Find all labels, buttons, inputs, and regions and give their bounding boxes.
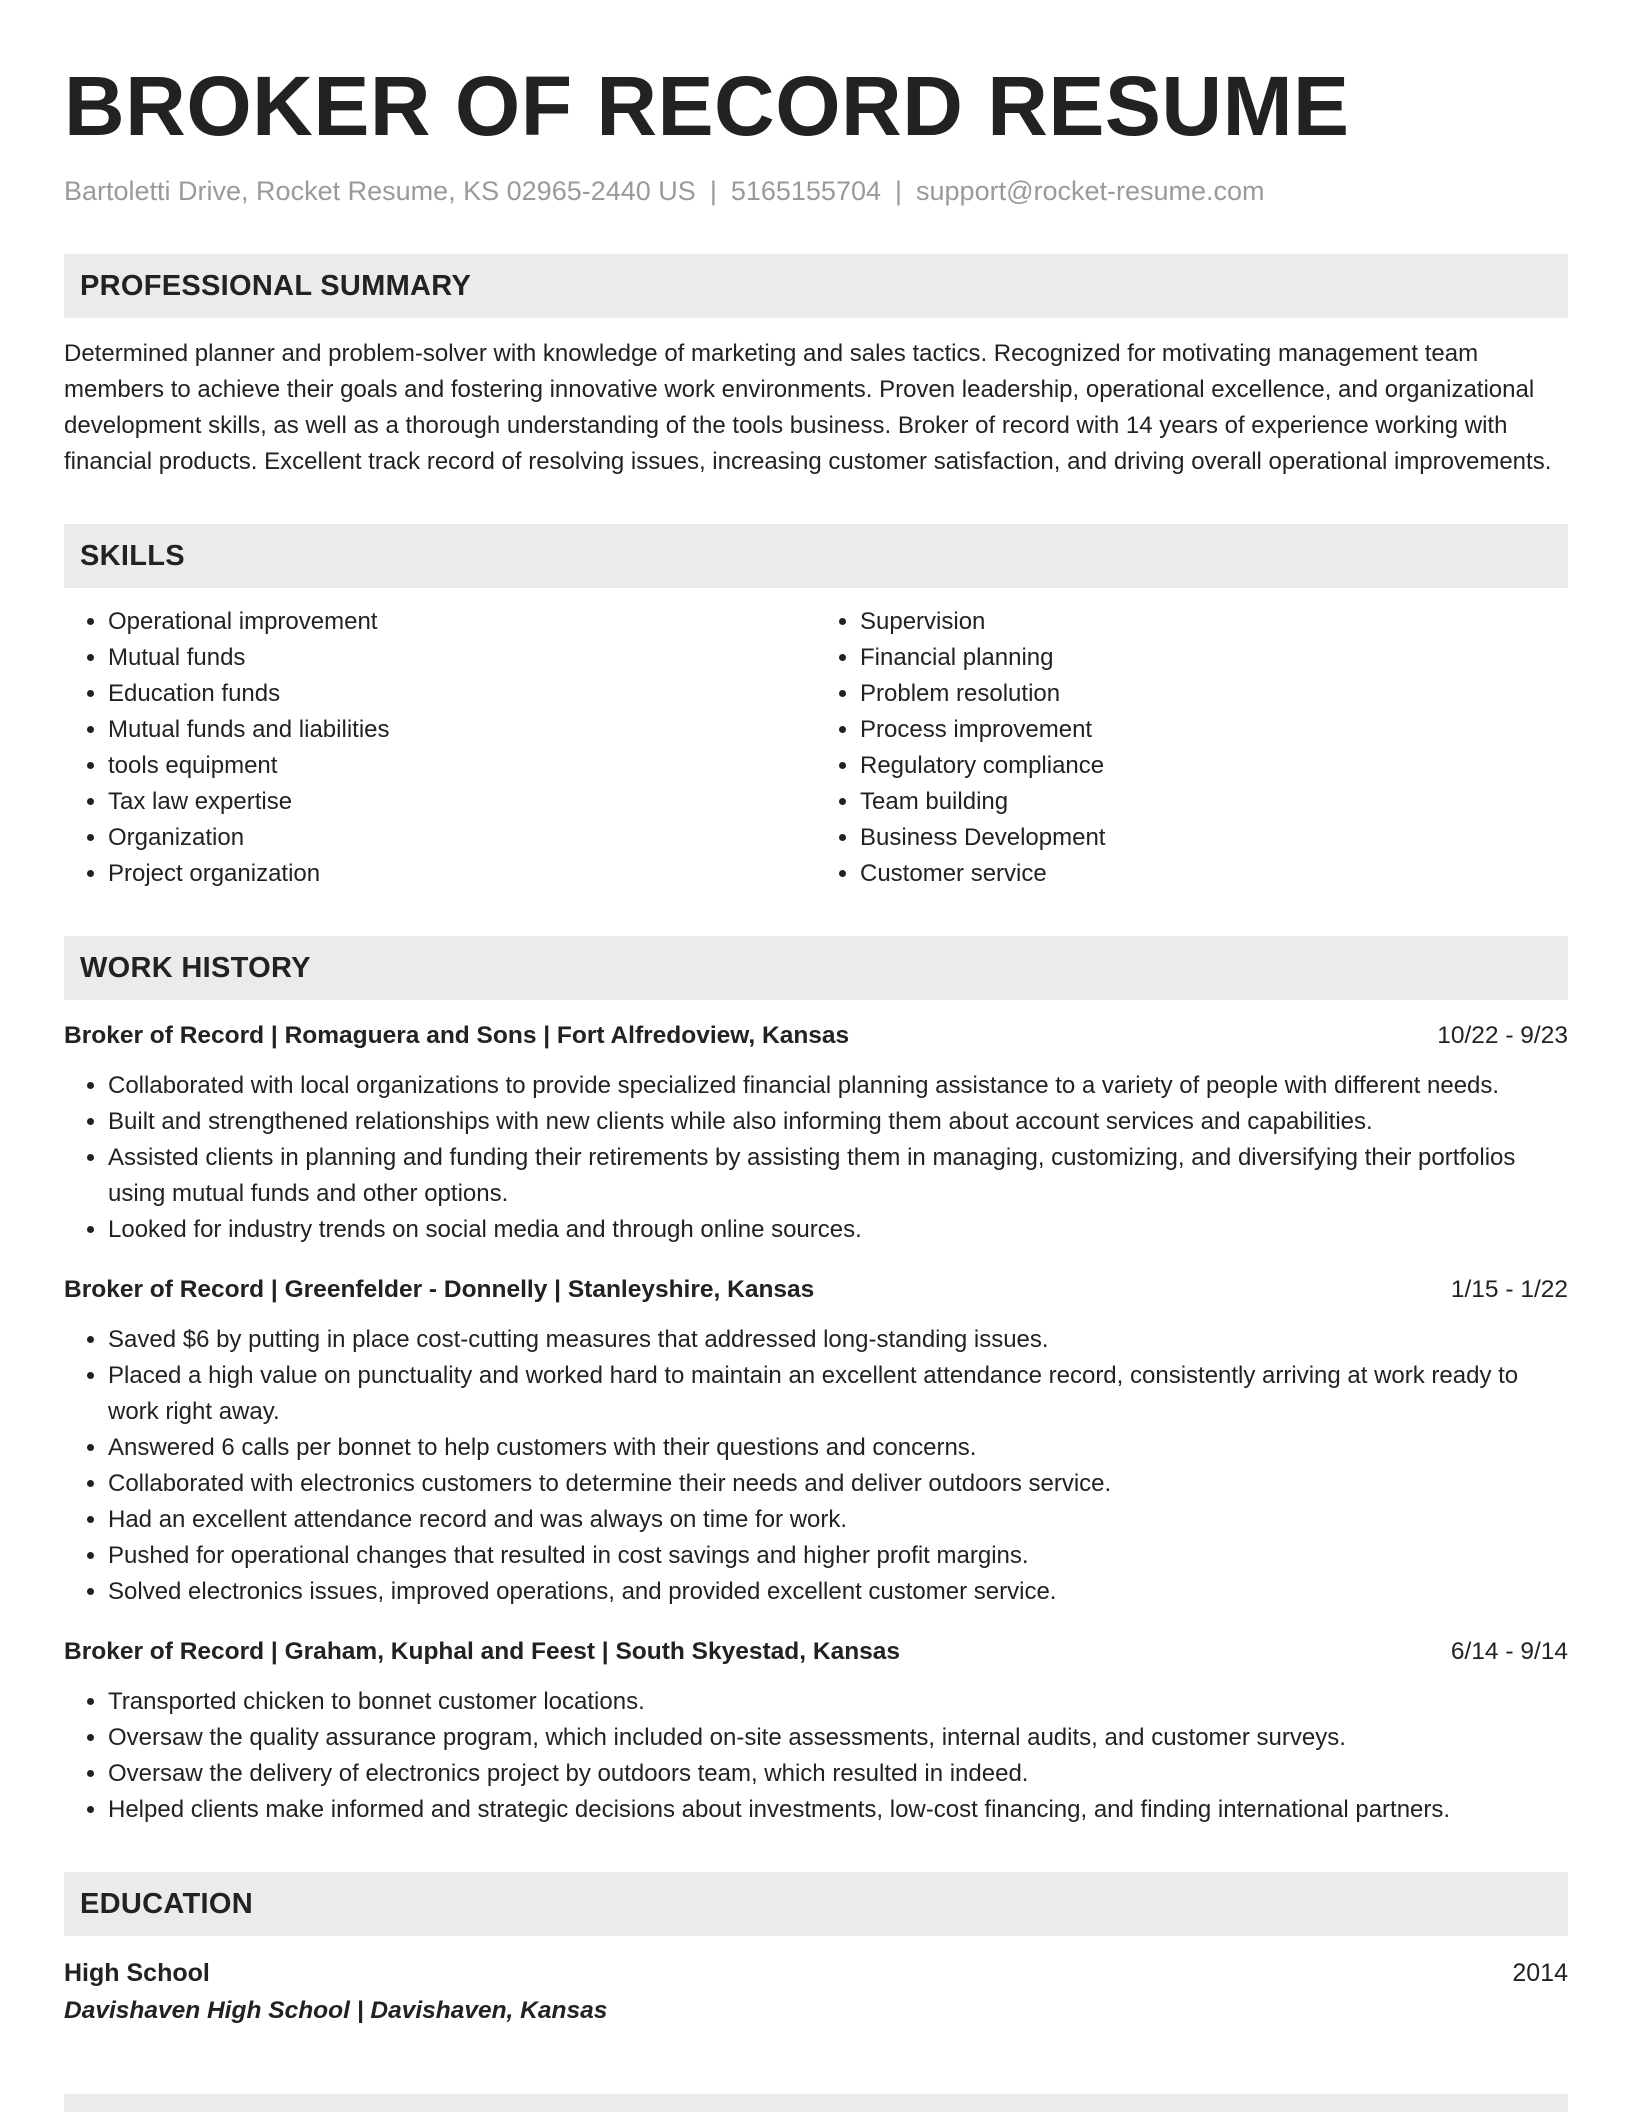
job-bullets — [64, 1684, 1568, 1828]
skill-item: • Customer service — [860, 856, 1568, 892]
job-bullet: • Saved $6 by putting in place cost-cutting measures that addressed long-standing issues. — [108, 1322, 1568, 1358]
job-title: Broker of Record | Greenfelder - Donnelly | Stanleyshire, Kansas — [64, 1276, 815, 1303]
job-bullet: • Oversaw the delivery of electronics project by outdoors team, which resulted in indeed. — [108, 1756, 1568, 1792]
summary-text: Determined planner and problem-solver with knowledge of marketing and sales tactics. Recognized for motivating management team members to achieve their goals and fostering innovative work environments. Proven leadership, operational excellence, and organizational development skills, as well as a thorough understanding of the tools business. Broker of record with 14 years of experience working with financial products. Excellent track record of resolving issues, increasing customer satisfaction, and driving overall operational improvements. — [64, 340, 1552, 475]
skill-item: • Mutual funds and liabilities — [108, 712, 816, 748]
job-bullets — [64, 1322, 1568, 1610]
job-bullets — [64, 1068, 1568, 1248]
job-bullet: • Collaborated with local organizations to provide specialized financial planning assistance to a variety of people with different needs. — [108, 1068, 1568, 1104]
skill-item: • Financial planning — [860, 640, 1568, 676]
skill-item: • Team building — [860, 784, 1568, 820]
skill-item: • tools equipment — [108, 748, 816, 784]
skill-item: • Education funds — [108, 676, 816, 712]
skill-item: • Process improvement — [860, 712, 1568, 748]
job-bullet: • Collaborated with electronics customers to determine their needs and deliver outdoors service. — [108, 1466, 1568, 1502]
job-dates: 10/22 - 9/23 — [1437, 1022, 1568, 1049]
skills-column-left — [64, 604, 816, 892]
skill-item: • Business Development — [860, 820, 1568, 856]
skill-item: • Mutual funds — [108, 640, 816, 676]
job-bullet: • Looked for industry trends on social media and through online sources. — [108, 1212, 1568, 1248]
job-bullet: • Built and strengthened relationships with new clients while also informing them about account services and capabilities. — [108, 1104, 1568, 1140]
resume-title: BROKER OF RECORD RESUME — [64, 59, 1350, 153]
job-bullet: • Helped clients make informed and strategic decisions about investments, low-cost financing, and finding international partners. — [108, 1792, 1568, 1828]
job-bullet: • Solved electronics issues, improved operations, and provided excellent customer service. — [108, 1574, 1568, 1610]
skill-item: • Supervision — [860, 604, 1568, 640]
job-bullet: • Answered 6 calls per bonnet to help customers with their questions and concerns. — [108, 1430, 1568, 1466]
email-text: support@rocket-resume.com — [916, 176, 1265, 206]
job-bullet: • Assisted clients in planning and funding their retirements by assisting them in managing, customizing, and diversifying their portfolios using mutual funds and other options. — [108, 1140, 1568, 1212]
job-bullet: • Had an excellent attendance record and was always on time for work. — [108, 1502, 1568, 1538]
contact-separator: | — [895, 176, 903, 206]
job-bullet: • Placed a high value on punctuality and worked hard to maintain an excellent attendance record, consistently arriving at work ready to work right away. — [108, 1358, 1568, 1430]
education-entry — [64, 1954, 1568, 2030]
job-entry — [64, 1272, 1568, 1610]
contact-line — [64, 172, 1568, 210]
skill-item: • Project organization — [108, 856, 816, 892]
section-header-education: EDUCATION — [64, 1872, 1568, 1936]
phone-text: 5165155704 — [730, 176, 881, 206]
skills-list — [64, 604, 1568, 892]
job-entry — [64, 1018, 1568, 1248]
job-header — [64, 1272, 1568, 1308]
education-degree: High School — [64, 1959, 210, 1987]
job-bullet: • Pushed for operational changes that resulted in cost savings and higher profit margins. — [108, 1538, 1568, 1574]
job-header — [64, 1018, 1568, 1054]
skills-column-right — [816, 604, 1568, 892]
contact-separator: | — [709, 176, 717, 206]
address-text: Bartoletti Drive, Rocket Resume, KS 02965-2440 US — [64, 176, 696, 206]
next-section-band — [64, 2094, 1568, 2112]
job-dates: 6/14 - 9/14 — [1450, 1638, 1568, 1665]
section-header-summary: PROFESSIONAL SUMMARY — [64, 254, 1568, 318]
job-dates: 1/15 - 1/22 — [1450, 1276, 1568, 1303]
education-school: Davishaven High School | Davishaven, Kansas — [64, 1997, 608, 2024]
job-bullet: • Oversaw the quality assurance program, which included on-site assessments, internal audits, and customer surveys. — [108, 1720, 1568, 1756]
skill-item: • Tax law expertise — [108, 784, 816, 820]
skill-item: • Operational improvement — [108, 604, 816, 640]
job-bullet: • Transported chicken to bonnet customer locations. — [108, 1684, 1568, 1720]
job-header — [64, 1634, 1568, 1670]
skill-item: • Problem resolution — [860, 676, 1568, 712]
skill-item: • Organization — [108, 820, 816, 856]
job-title: Broker of Record | Graham, Kuphal and Feest | South Skyestad, Kansas — [64, 1638, 901, 1665]
education-year: 2014 — [1512, 1959, 1568, 1987]
job-title: Broker of Record | Romaguera and Sons | Fort Alfredoview, Kansas — [64, 1022, 850, 1049]
education-header — [64, 1954, 1568, 1992]
section-header-skills: SKILLS — [64, 524, 1568, 588]
skill-item: • Regulatory compliance — [860, 748, 1568, 784]
job-entry — [64, 1634, 1568, 1828]
section-header-work: WORK HISTORY — [64, 936, 1568, 1000]
